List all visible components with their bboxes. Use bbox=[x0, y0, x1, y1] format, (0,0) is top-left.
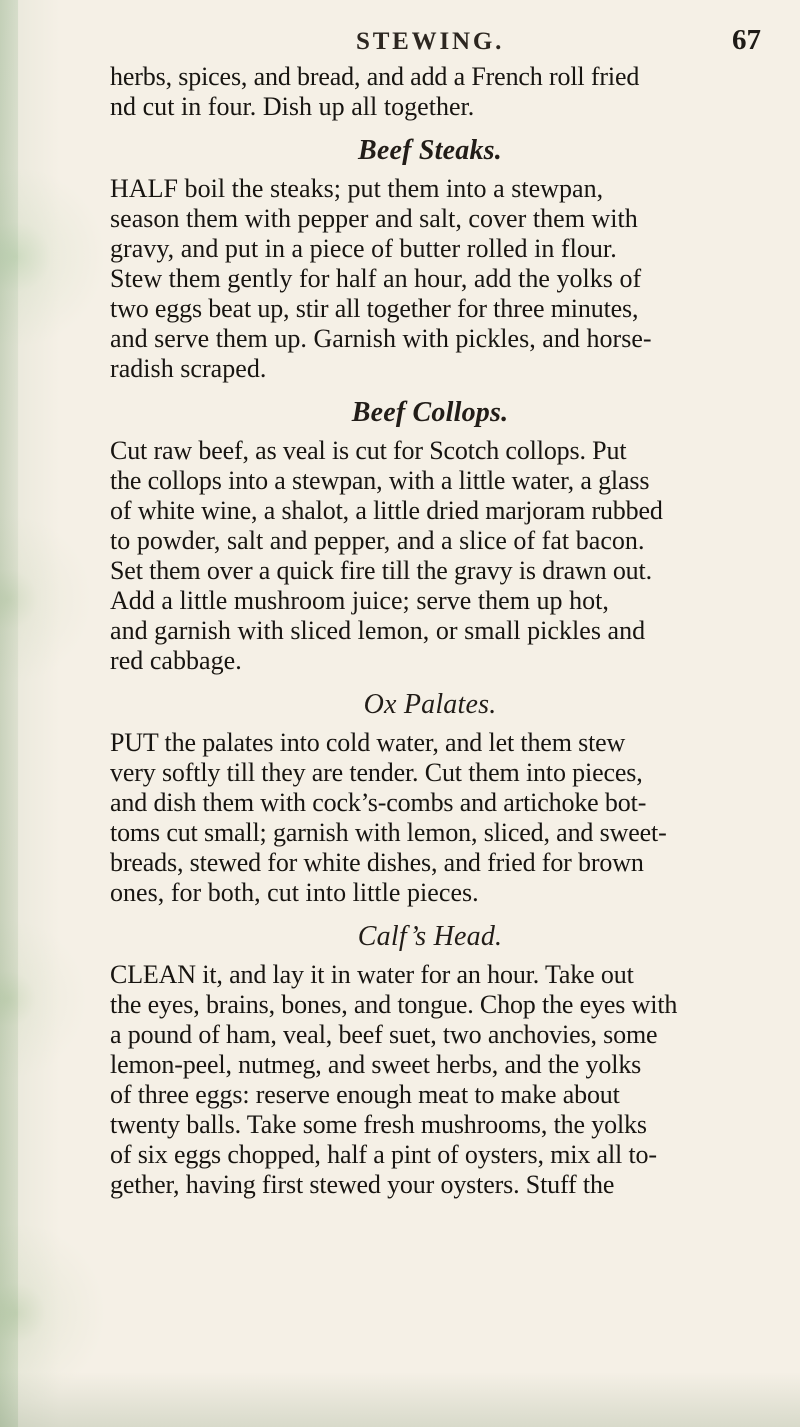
beef-collops-line-5: Set them over a quick fire till the gravy is drawn out. bbox=[110, 556, 652, 585]
ox-palates-line-1: PUT the palates into cold water, and let them stew bbox=[110, 728, 626, 757]
beef-collops-line-8: red cabbage. bbox=[110, 646, 242, 675]
calfs-head-line-2: the eyes, brains, bones, and tongue. Chop the eyes with bbox=[110, 990, 678, 1019]
beef-collops-line-2: the collops into a stewpan, with a little water, a glass bbox=[110, 466, 650, 495]
calfs-head-line-6: twenty balls. Take some fresh mushrooms, the yolks bbox=[110, 1110, 647, 1139]
calfs-head-line-3: a pound of ham, veal, beef suet, two anchovies, some bbox=[110, 1020, 658, 1049]
page-number: 67 bbox=[732, 24, 761, 56]
beef-steaks-line-5: two eggs beat up, stir all together for three minutes, bbox=[110, 294, 639, 323]
calfs-head-line-7: of six eggs chopped, half a pint of oysters, mix all to- bbox=[110, 1140, 657, 1169]
calfs-head-line-8: gether, having first stewed your oysters. Stuff the bbox=[110, 1170, 615, 1199]
recipe-line-intro-2: nd cut in four. Dish up all together. bbox=[110, 92, 475, 121]
calfs-head-line-1: CLEAN it, and lay it in water for an hour. Take out bbox=[110, 960, 634, 989]
beef-steaks-line-1: HALF boil the steaks; put them into a stewpan, bbox=[110, 174, 604, 203]
calfs-head-line-5: of three eggs: reserve enough meat to make about bbox=[110, 1080, 620, 1109]
beef-collops-line-4: to powder, salt and pepper, and a slice of fat bacon. bbox=[110, 526, 645, 555]
beef-steaks-line-6: and serve them up. Garnish with pickles, and horse- bbox=[110, 324, 652, 353]
beef-steaks-line-2: season them with pepper and salt, cover them with bbox=[110, 204, 638, 233]
section-heading-ox-palates: Ox Palates. bbox=[363, 689, 497, 720]
ox-palates-line-4: toms cut small; garnish with lemon, sliced, and sweet- bbox=[110, 818, 667, 847]
calfs-head-line-4: lemon-peel, nutmeg, and sweet herbs, and the yolks bbox=[110, 1050, 642, 1079]
beef-collops-line-7: and garnish with sliced lemon, or small pickles and bbox=[110, 616, 646, 645]
ox-palates-line-3: and dish them with cock’s-combs and artichoke bot- bbox=[110, 788, 647, 817]
recipe-text bbox=[110, 62, 750, 1200]
beef-steaks-line-7: radish scraped. bbox=[110, 354, 267, 383]
running-title: STEWING. bbox=[356, 28, 505, 55]
left-page-edge bbox=[0, 0, 18, 1427]
beef-collops-line-3: of white wine, a shalot, a little dried marjoram rubbed bbox=[110, 496, 663, 525]
section-heading-calfs-head: Calf’s Head. bbox=[357, 921, 503, 952]
beef-collops-line-1: Cut raw beef, as veal is cut for Scotch collops. Put bbox=[110, 436, 627, 465]
section-heading-beef-steaks: Beef Steaks. bbox=[358, 135, 502, 166]
beef-steaks-line-4: Stew them gently for half an hour, add the yolks of bbox=[110, 264, 642, 293]
recipe-line-intro-1: herbs, spices, and bread, and add a French roll fried bbox=[110, 62, 640, 91]
beef-steaks-line-3: gravy, and put in a piece of butter rolled in flour. bbox=[110, 234, 617, 263]
ox-palates-line-6: ones, for both, cut into little pieces. bbox=[110, 878, 479, 907]
section-heading-beef-collops: Beef Collops. bbox=[351, 397, 509, 428]
ox-palates-line-5: breads, stewed for white dishes, and fried for brown bbox=[110, 848, 644, 877]
ox-palates-line-2: very softly till they are tender. Cut them into pieces, bbox=[110, 758, 643, 787]
bottom-page-shadow bbox=[0, 1372, 800, 1427]
beef-collops-line-6: Add a little mushroom juice; serve them up hot, bbox=[110, 586, 609, 615]
